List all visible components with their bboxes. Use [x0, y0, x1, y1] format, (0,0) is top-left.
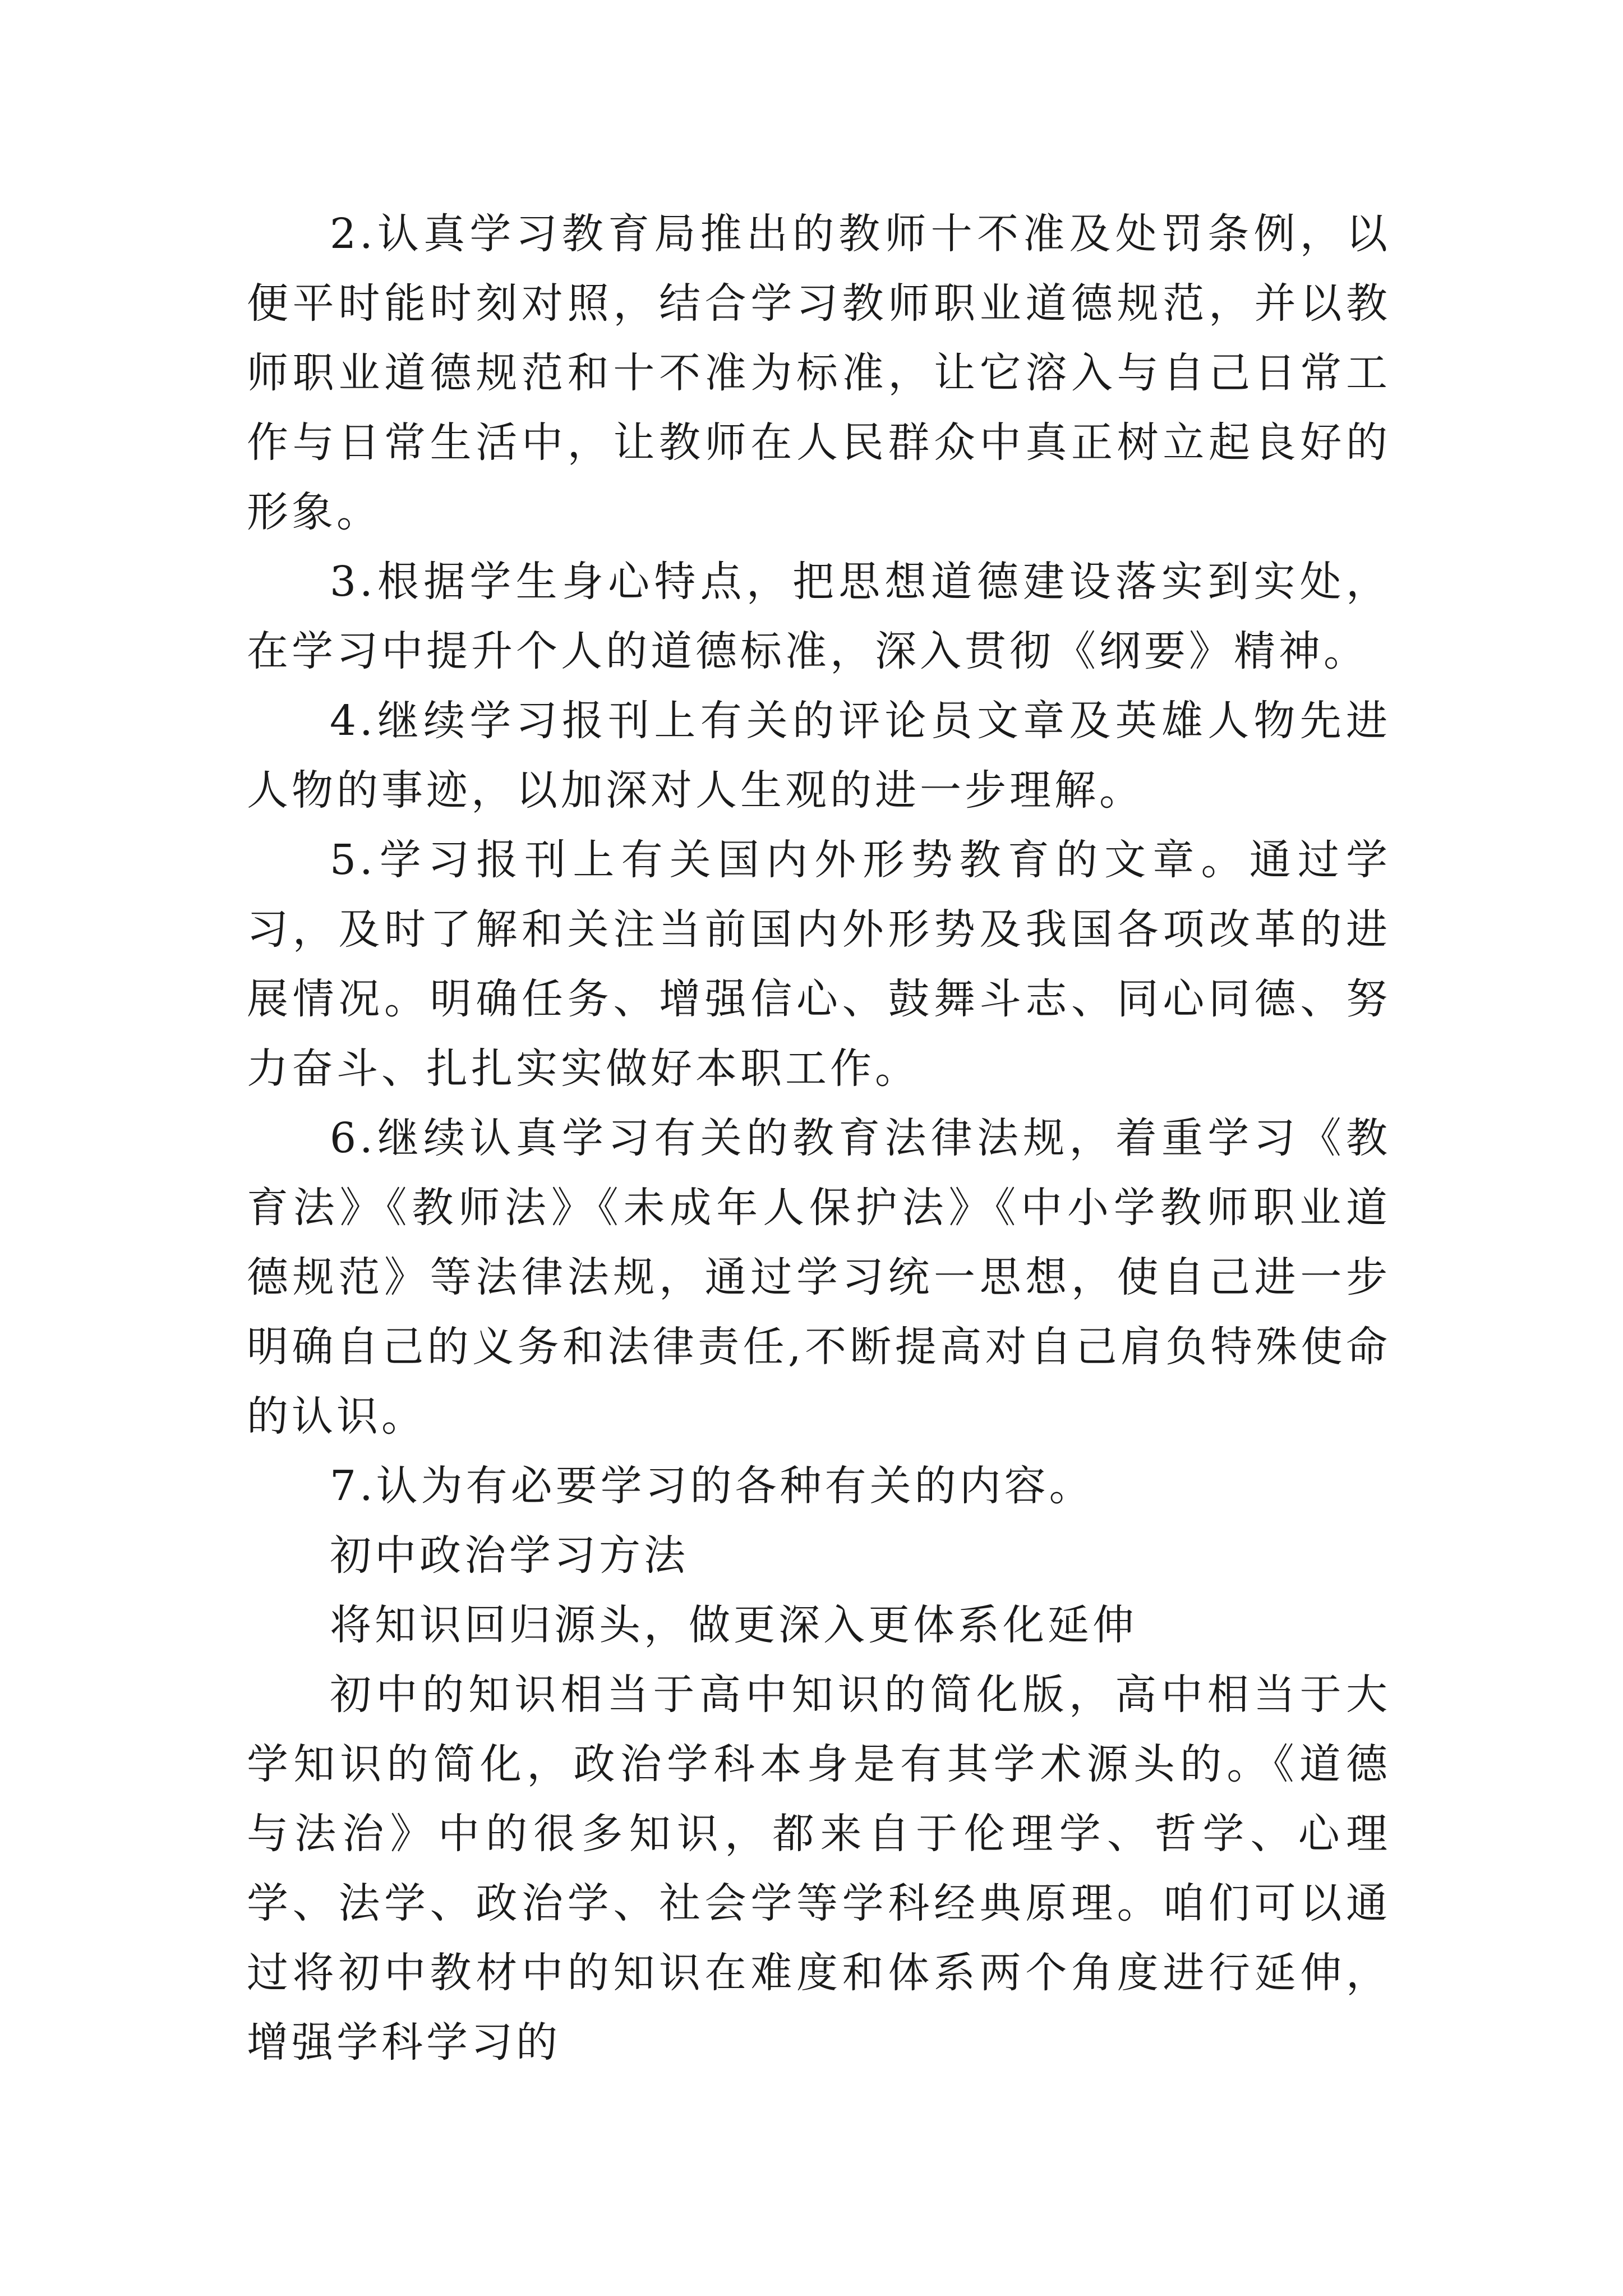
body-paragraph: 初中的知识相当于高中知识的简化版，高中相当于大学知识的简化，政治学科本身是有其学术源头的。《道德与法治》中的很多知识，都来自于伦理学、哲学、心理学、法学、政治学、社会学等学科经典原理。咱们可以通过将初中教材中的知识在难度和体系两个角度进行延伸，增强学科学习的	[247, 1671, 1391, 2067]
section-subheading: 将知识回归源头，做更深入更体系化延伸	[330, 1601, 1137, 1649]
paragraph-item-7: 7.认为有必要学习的各种有关的内容。	[330, 1462, 1094, 1510]
document-body	[247, 199, 1391, 2077]
paragraph-item-3: 3.根据学生身心特点，把思想道德建设落实到实处，在学习中提升个人的道德标准，深入贯彻《纲要》精神。	[247, 558, 1391, 675]
paragraph-item-2: 2.认真学习教育局推出的教师十不准及处罚条例，以便平时能时刻对照，结合学习教师职业道德规范，并以教师职业道德规范和十不准为标准，让它溶入与自己日常工作与日常生活中，让教师在人民群众中真正树立起良好的形象。	[247, 210, 1391, 536]
section-heading: 初中政治学习方法	[330, 1531, 689, 1580]
paragraph-item-6: 6.继续认真学习有关的教育法律法规，着重学习《教育法》《教师法》《未成年人保护法》《中小学教师职业道德规范》等法律法规，通过学习统一思想，使自己进一步明确自己的义务和法律责任,不断提高对自己肩负特殊使命的认识。	[247, 1114, 1391, 1441]
paragraph-item-5: 5.学习报刊上有关国内外形势教育的文章。通过学习，及时了解和关注当前国内外形势及我国各项改革的进展情况。明确任务、增强信心、鼓舞斗志、同心同德、努力奋斗、扎扎实实做好本职工作。	[247, 836, 1391, 1093]
paragraph-item-4: 4.继续学习报刊上有关的评论员文章及英雄人物先进人物的事迹，以加深对人生观的进一步理解。	[247, 697, 1391, 815]
